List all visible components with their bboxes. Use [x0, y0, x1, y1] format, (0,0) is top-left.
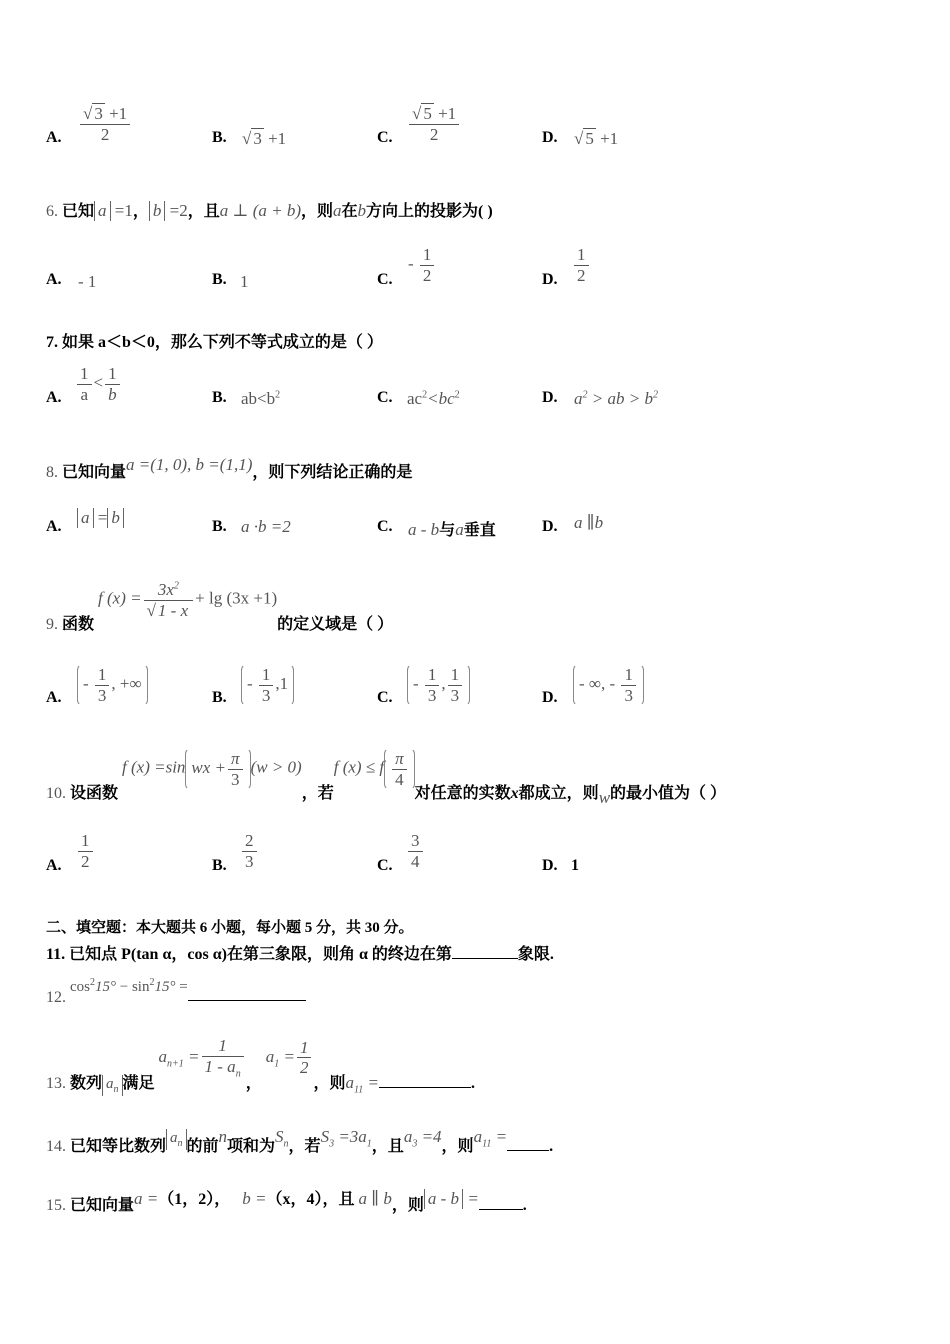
- q7-option-d-label: D.: [542, 389, 558, 406]
- q6-option-b-value: 1: [240, 272, 249, 291]
- q10-stem: 10. 设函数 f (x) =sin wx + $\frac{\pi}{3}$ (w > 0)，若f (x) ≤ f $\frac{\pi}{4}$ 对任意的实数x都成立，则w的最小值为（ ）: [46, 749, 727, 807]
- q6-option-d-label: D.: [542, 271, 558, 288]
- q13-stem: 13. 数列 $a_n$ 满足 $a_{n+1}$ = $\frac{1}{1 - a_n}$ ， $a_1$ = $\frac{1}{2}$ ，则$a_{11}$ = .: [46, 1036, 475, 1096]
- q9-option-b-label: B.: [212, 689, 227, 706]
- q8-option-c-expr: a - b与a垂直: [408, 520, 496, 539]
- q11-stem: 11. 已知点 P(tan α，cos α)在第三象限，则角 α 的终边在第 象限.: [46, 946, 554, 963]
- q10-option-c-label: C.: [377, 857, 393, 874]
- q7-option-c-expr: $ac^2<bc^2$: [407, 389, 460, 408]
- q5-option-b-expr: √ 3 +1: [242, 129, 287, 148]
- q6-option-a-label: A.: [46, 271, 62, 288]
- q7-option-d-expr: $a^2$ > ab > $b^2$: [574, 389, 658, 408]
- q10-option-d-value: 1: [571, 857, 579, 874]
- q10-option-a-value: $\frac{1}{2}$: [76, 831, 95, 871]
- q5-option-a-expr: $\frac{√ 3 +1}{2}$: [78, 104, 132, 144]
- q15-stem: 15. 已知向量a =（1，2）， b =（x，4），且 a ∥ b，则 a - b = .: [46, 1189, 527, 1214]
- q8-option-d-expr: a ∥b: [574, 513, 604, 532]
- q7-option-b-expr: $ab<b^2$: [241, 389, 281, 408]
- q6-option-d-value: $\frac{1}{2}$: [572, 245, 591, 285]
- section-2-heading: 二、填空题：本大题共 6 小题，每小题 5 分，共 30 分。: [46, 920, 414, 936]
- q10-option-c-value: $\frac{3}{4}$: [406, 831, 425, 871]
- q8-stem: 8. 已知向量a =(1, 0), b =(1,1)，则下列结论正确的是: [46, 455, 413, 481]
- q9-option-a-expr: - $\frac{1}{3}$ , +∞: [77, 664, 148, 706]
- q8-option-d-label: D.: [542, 518, 558, 535]
- q5-option-d-label: D.: [542, 129, 558, 146]
- q9-stem: 9. 函数 f (x) = $\frac{3x^2}{√ 1 - x}$ + lg (3x +1)的定义域是（ ）: [46, 580, 394, 633]
- q6-stem: 6. 已知 a =1， b =2，且a ⊥ (a + b)，则a在b方向上的投影为( ): [46, 201, 493, 220]
- q5-option-c-expr: $\frac{√ 5 +1}{2}$: [407, 104, 461, 144]
- q7-stem: 7. 如果 a＜b＜0，那么下列不等式成立的是（ ）: [46, 334, 383, 351]
- q6-option-c-value: - $\frac{1}{2}$: [408, 245, 436, 285]
- q7-option-a-expr: $\frac{1}{a}$ < $\frac{1}{b}$: [75, 364, 122, 404]
- q9-option-b-expr: - $\frac{1}{3}$ ,1: [241, 664, 294, 706]
- q9-option-d-label: D.: [542, 689, 558, 706]
- q5-option-b-label: B.: [212, 129, 227, 146]
- q5-option-c-label: C.: [377, 129, 393, 146]
- q8-option-a-label: A.: [46, 518, 62, 535]
- q9-option-c-expr: - $\frac{1}{3}$ , $\frac{1}{3}$: [407, 664, 470, 706]
- q10-option-b-label: B.: [212, 857, 227, 874]
- q10-option-d-label: D.: [542, 857, 558, 874]
- q5-option-a-label: A.: [46, 129, 62, 146]
- q7-option-a-label: A.: [46, 389, 62, 406]
- q7-option-c-label: C.: [377, 389, 393, 406]
- q8-option-b-label: B.: [212, 518, 227, 535]
- q8-option-b-expr: a ·b =2: [241, 517, 291, 536]
- q10-option-a-label: A.: [46, 857, 62, 874]
- q9-option-c-label: C.: [377, 689, 393, 706]
- q7-option-b-label: B.: [212, 389, 227, 406]
- q6-option-a-value: - 1: [78, 272, 97, 291]
- q9-option-a-label: A.: [46, 689, 62, 706]
- q10-option-b-value: $\frac{2}{3}$: [240, 831, 259, 871]
- q8-option-a-expr: a = b: [77, 508, 124, 528]
- q9-option-d-expr: - ∞, - $\frac{1}{3}$: [573, 664, 644, 706]
- q5-option-d-expr: √ 5 +1: [574, 129, 619, 148]
- q8-option-c-label: C.: [377, 518, 393, 535]
- q6-option-b-label: B.: [212, 271, 227, 288]
- q12-stem: 12. $\cos^215^\circ - \sin^215^\circ$ =: [46, 976, 306, 996]
- q14-stem: 14. 已知等比数列 $a_n$ 的前n项和为$S_n$，若$S_3 =3a_1$，且$a_3 =4$，则$a_{11}$ =.: [46, 1127, 554, 1155]
- q6-option-c-label: C.: [377, 271, 393, 288]
